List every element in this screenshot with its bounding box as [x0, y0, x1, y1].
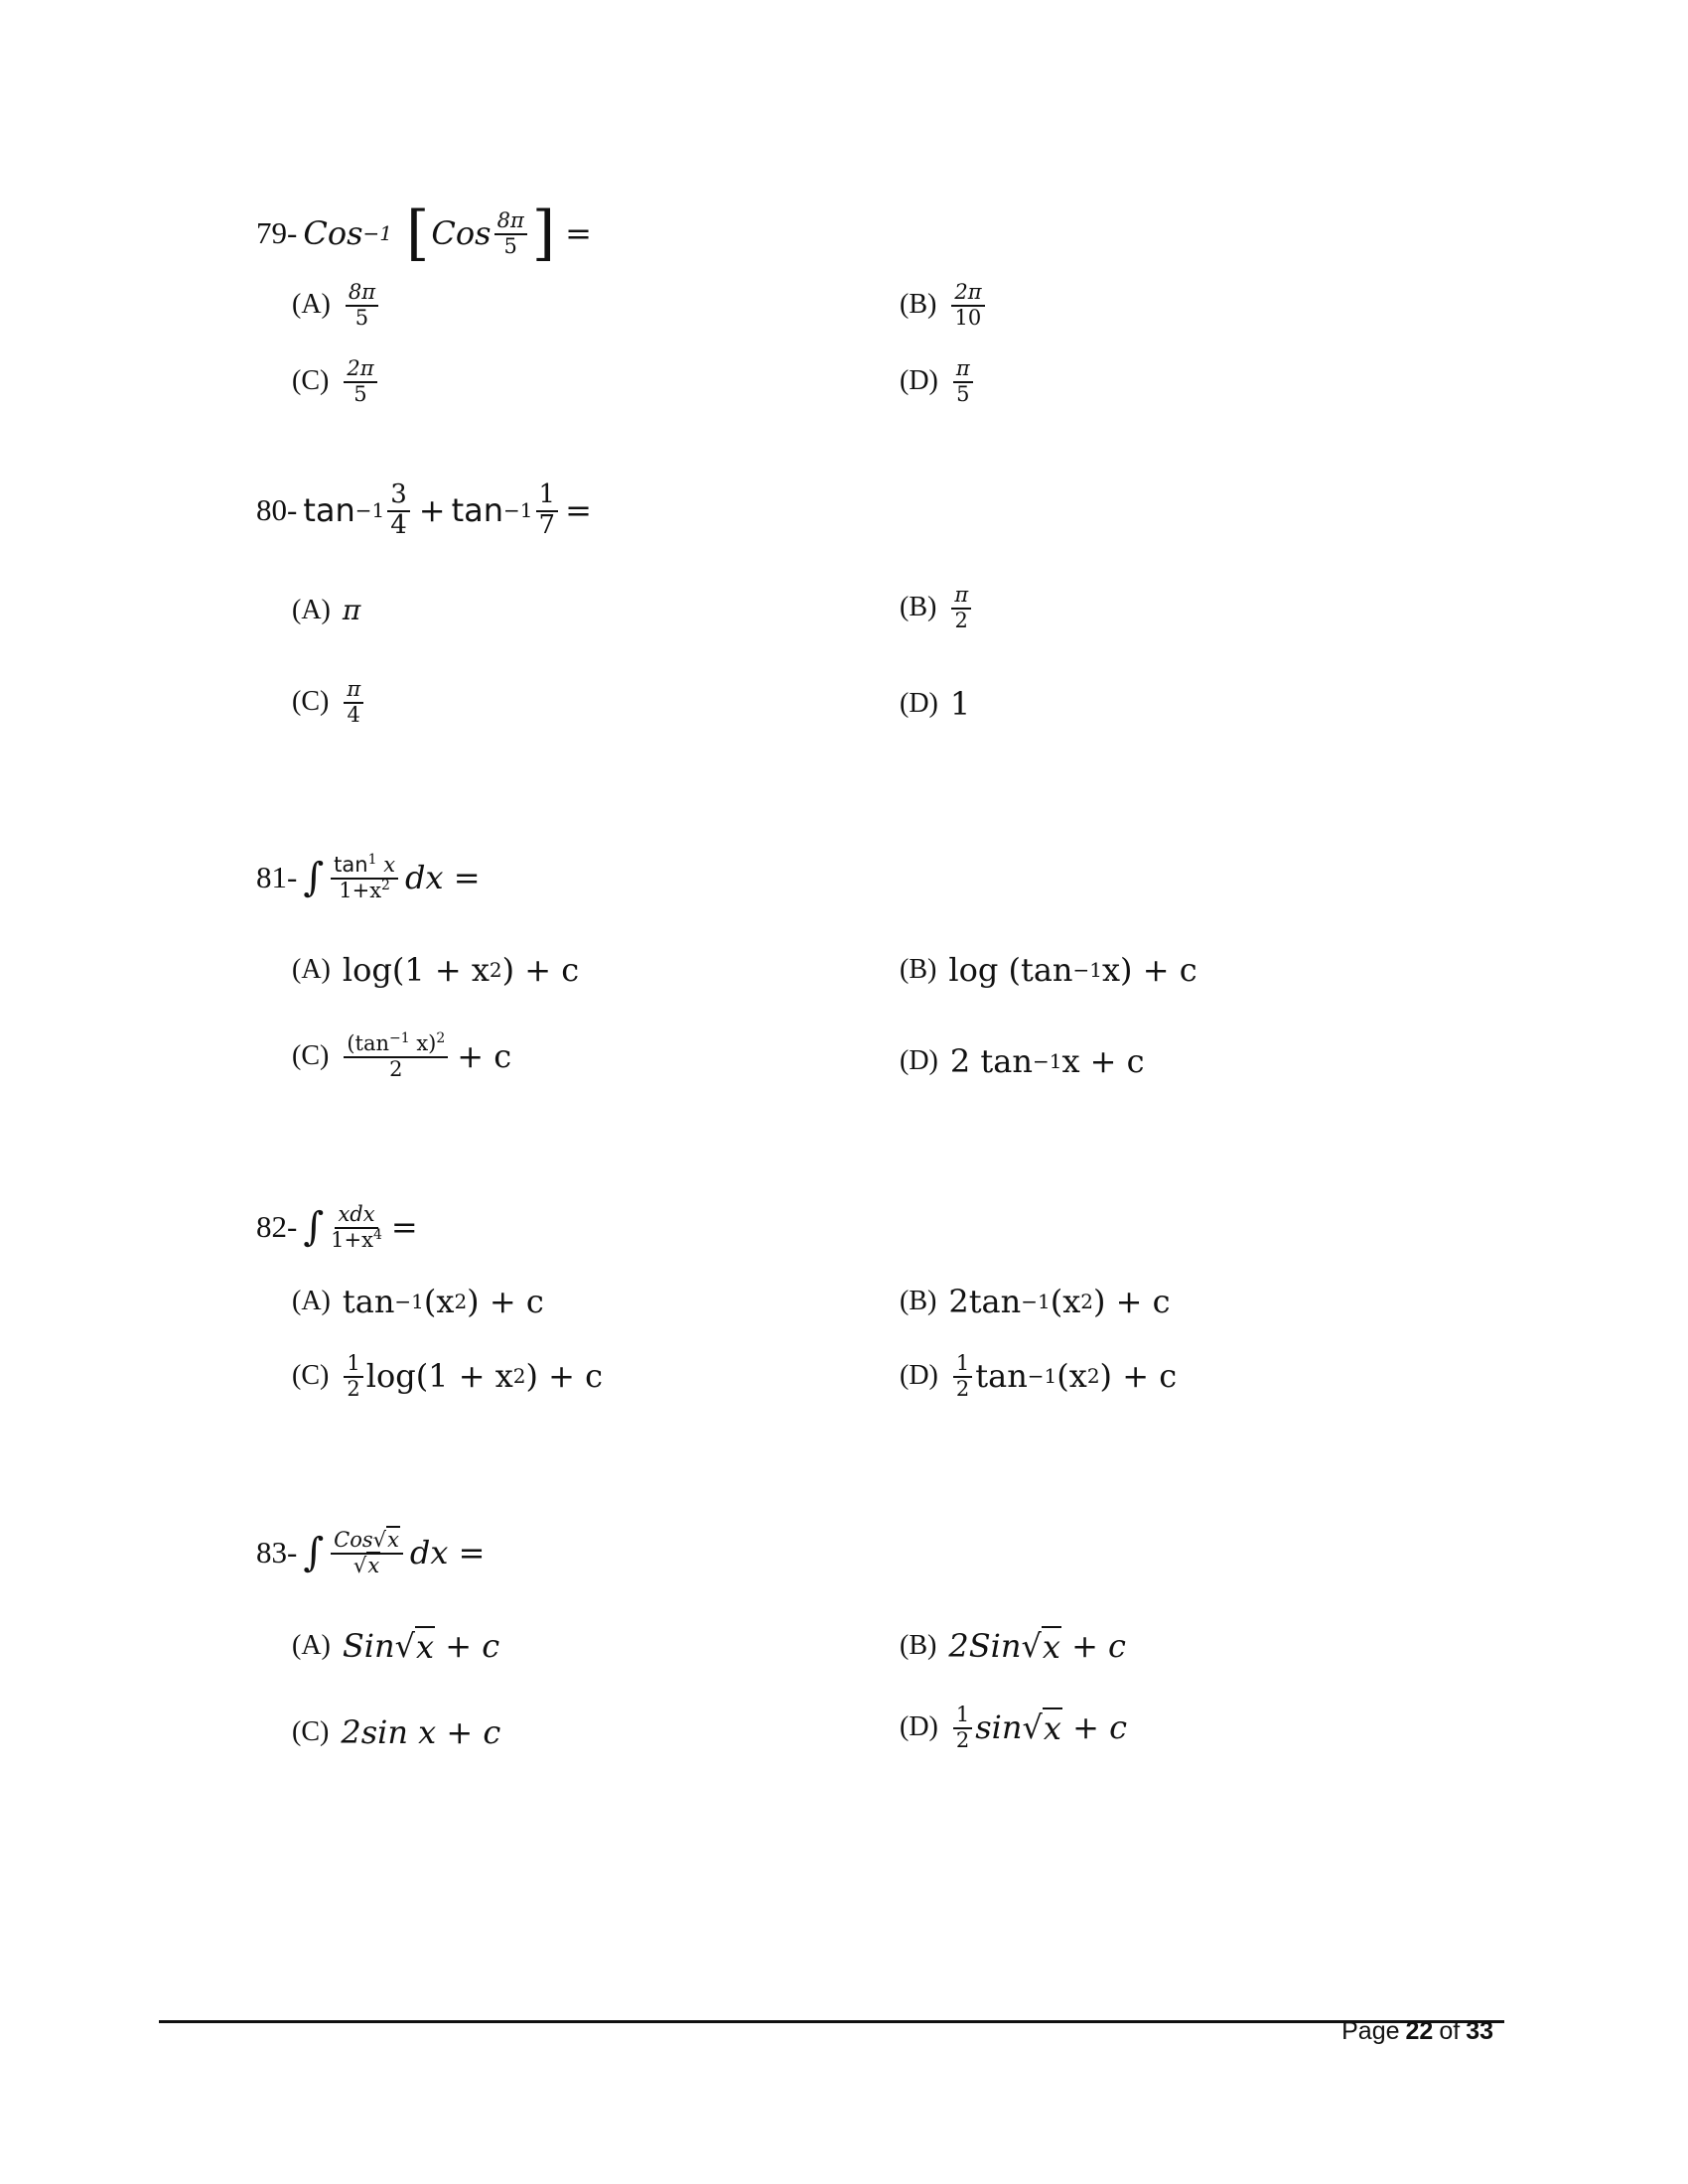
option-fraction: $\frac{(\tan^{-1} x)^2}{2}$ [344, 1032, 448, 1080]
option-fraction: $\frac{2\pi}{10}$ [951, 281, 984, 329]
question-number: 81- [256, 860, 298, 895]
page-number: Page 22 of 33 [1341, 2017, 1493, 2045]
question-82: 82- ∫ $\frac{\text{xdx}}{1+x^4}$ = [256, 1202, 418, 1253]
integral-icon: ∫ [303, 1530, 325, 1576]
option-83-a[interactable]: (A) Sin √ x + c [292, 1627, 500, 1666]
stem-equals: = [565, 214, 592, 252]
stem-inner: Cos [431, 214, 492, 252]
option-80-a[interactable]: (A) π [292, 594, 361, 626]
option-79-b[interactable]: (B) $\frac{2\pi}{10}$ [900, 281, 988, 329]
sqrt-icon: √ [1021, 1627, 1042, 1665]
option-fraction: $\frac{2\pi}{5}$ [344, 357, 376, 405]
option-81-c[interactable]: (C) $\frac{(\tan^{-1} x)^2}{2}$ + c [292, 1030, 512, 1082]
option-fraction: $\frac{1}{2}$ [344, 1352, 362, 1400]
stem-fraction: $\frac{\text{xdx}}{1+x^4}$ [331, 1202, 382, 1253]
option-fraction: $\frac{8\pi}{5}$ [346, 281, 378, 329]
option-82-c[interactable]: (C) $\frac{1}{2}$ log(1 + x 2 ) + c [292, 1351, 604, 1402]
option-fraction: $\frac{\pi}{4}$ [344, 678, 363, 726]
option-83-c[interactable]: (C) 2sin x + c [292, 1713, 501, 1751]
option-82-d[interactable]: (D) $\frac{1}{2}$ tan −1 (x 2 ) + c [900, 1351, 1178, 1402]
option-82-a[interactable]: (A) tan −1 (x 2 ) + c [292, 1283, 544, 1320]
option-81-d[interactable]: (D) 2 tan −1 x + c [900, 1042, 1145, 1080]
stem-func: Cos [303, 214, 363, 252]
question-number: 80- [256, 492, 298, 528]
option-80-b[interactable]: (B) $\frac{\pi}{2}$ [900, 584, 974, 631]
option-fraction: $\frac{\pi}{2}$ [951, 584, 971, 631]
question-80: 80- tan −1 $\frac{3}{4}$ + tan −1 $\frac{1}{7}$ = [256, 479, 592, 541]
question-83: 83- ∫ $\frac{\text{Cos√x}}{√x}$ dx = [256, 1528, 486, 1578]
integral-icon: ∫ [303, 1204, 325, 1251]
sqrt-icon: √ [1022, 1708, 1043, 1747]
option-81-a[interactable]: (A) log(1 + x 2 ) + c [292, 951, 580, 989]
option-81-b[interactable]: (B) log (tan −1 x) + c [900, 951, 1197, 989]
question-number: 83- [256, 1535, 298, 1570]
left-bracket-icon: [ [405, 199, 430, 268]
option-79-c[interactable]: (C) $\frac{2\pi}{5}$ [292, 357, 380, 405]
stem-fraction: $\frac{\text{Cos√x}}{√x}$ [331, 1529, 403, 1576]
footer-divider [159, 2020, 1504, 2023]
stem-fraction-1: $\frac{3}{4}$ [387, 481, 410, 540]
question-number: 82- [256, 1209, 298, 1245]
option-83-d[interactable]: (D) $\frac{1}{2}$ sin √ x + c [900, 1703, 1128, 1753]
integral-icon: ∫ [303, 855, 325, 901]
option-82-b[interactable]: (B) 2tan −1 (x 2 ) + c [900, 1283, 1171, 1320]
option-fraction: $\frac{1}{2}$ [953, 1352, 972, 1400]
stem-fraction-2: $\frac{1}{7}$ [536, 481, 559, 540]
sqrt-icon: √ [394, 1627, 416, 1665]
option-fraction: $\frac{\pi}{5}$ [953, 357, 973, 405]
option-80-c[interactable]: (C) $\frac{\pi}{4}$ [292, 678, 366, 726]
right-bracket-icon: ] [531, 199, 556, 268]
option-83-b[interactable]: (B) 2Sin √ x + c [900, 1627, 1126, 1666]
question-number: 79- [256, 215, 298, 250]
stem-fraction: $\frac{\tan^1 x}{1+x^2}$ [331, 854, 398, 901]
question-79: 79- Cos −1 [ Cos $\frac{8\pi}{5}$ ] = [256, 199, 592, 268]
option-80-d[interactable]: (D) 1 [900, 685, 971, 723]
option-fraction: $\frac{1}{2}$ [953, 1704, 972, 1751]
stem-fraction: $\frac{8\pi}{5}$ [494, 209, 527, 257]
option-79-d[interactable]: (D) $\frac{\pi}{5}$ [900, 357, 976, 405]
question-81: 81- ∫ $\frac{\tan^1 x}{1+x^2}$ dx = [256, 852, 481, 903]
option-79-a[interactable]: (A) $\frac{8\pi}{5}$ [292, 281, 381, 329]
